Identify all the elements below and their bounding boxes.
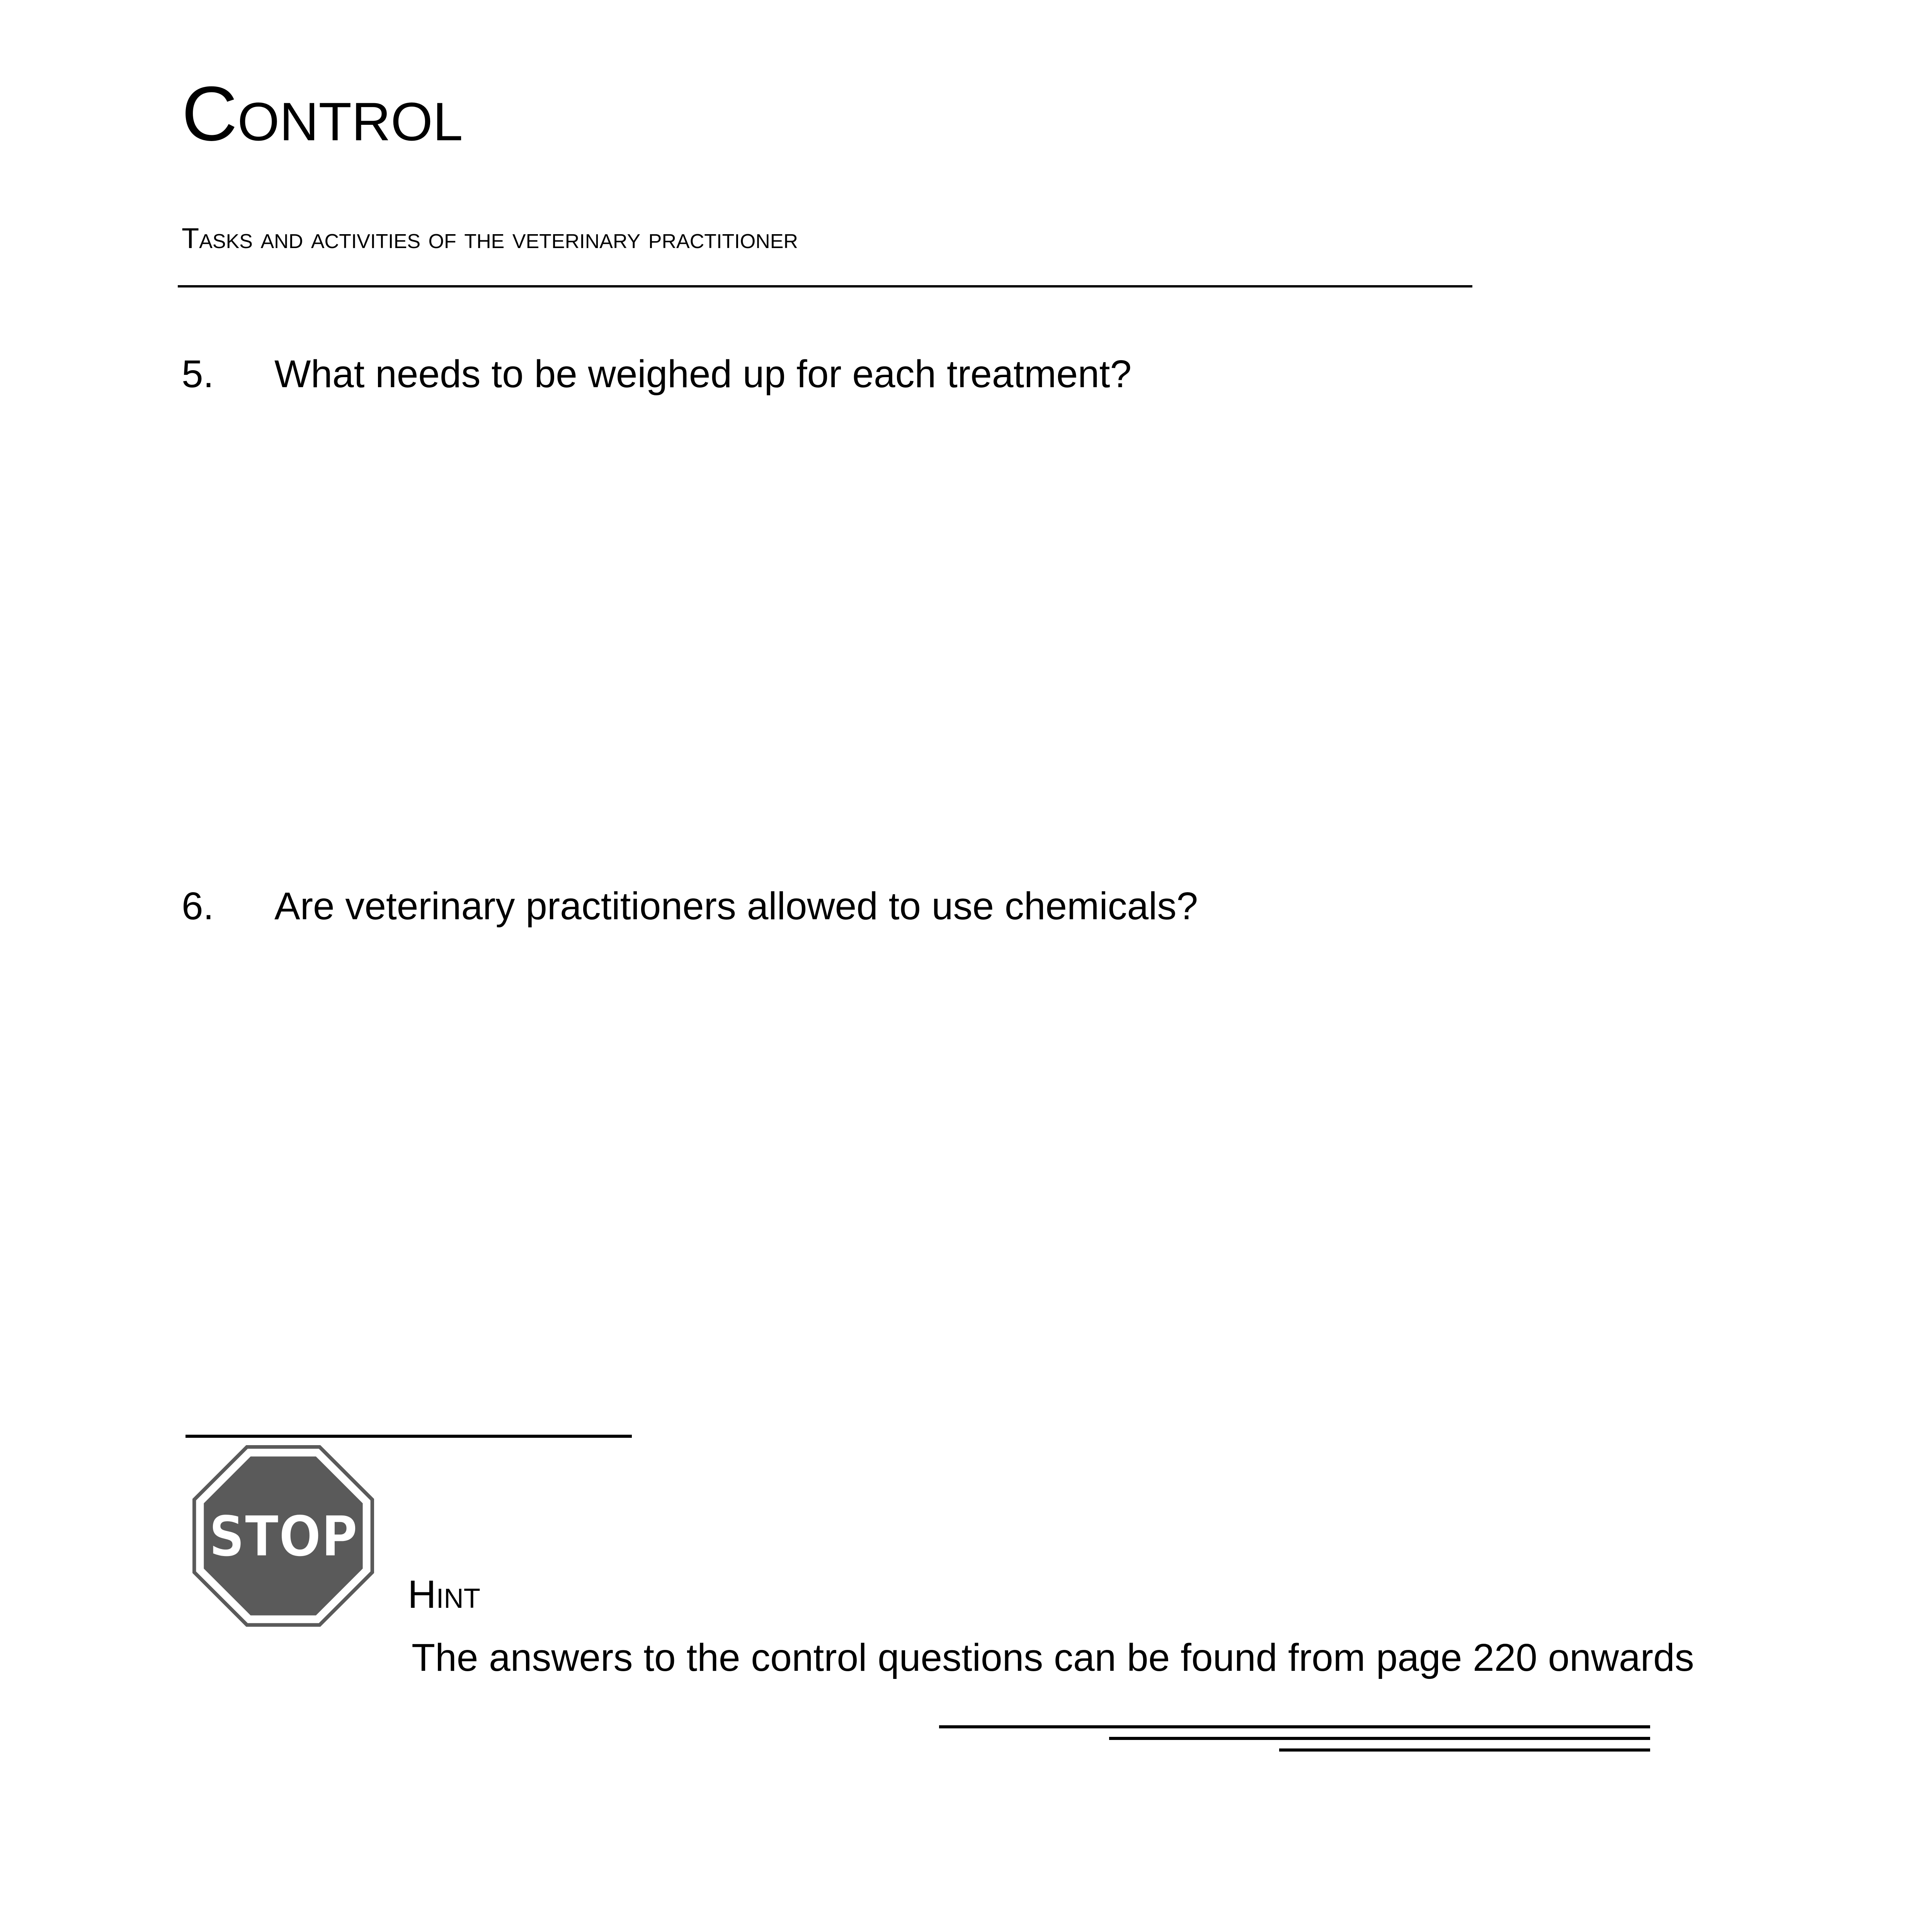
question-text: Are veterinary practitioners allowed to use chemicals? <box>274 884 1198 928</box>
question-6 <box>182 884 1198 928</box>
stop-sign-label: STOP <box>209 1504 358 1570</box>
stop-sign-icon <box>192 1445 374 1627</box>
decorative-line <box>1279 1748 1650 1752</box>
question-5 <box>182 352 1132 396</box>
question-text: What needs to be weighed up for each treatment? <box>274 352 1132 396</box>
section-subtitle: Tasks and activities of the veterinary practitioner <box>182 222 798 254</box>
decorative-line <box>1109 1737 1650 1740</box>
page-title: Control <box>182 71 463 157</box>
hint-title: Hint <box>408 1572 481 1616</box>
question-number: 5. <box>182 352 214 396</box>
hint-divider <box>185 1435 632 1438</box>
hint-text: The answers to the control questions can be found from page 220 onwards <box>412 1636 1694 1679</box>
question-number: 6. <box>182 884 214 928</box>
decorative-line <box>939 1725 1650 1728</box>
header-divider <box>178 285 1472 287</box>
